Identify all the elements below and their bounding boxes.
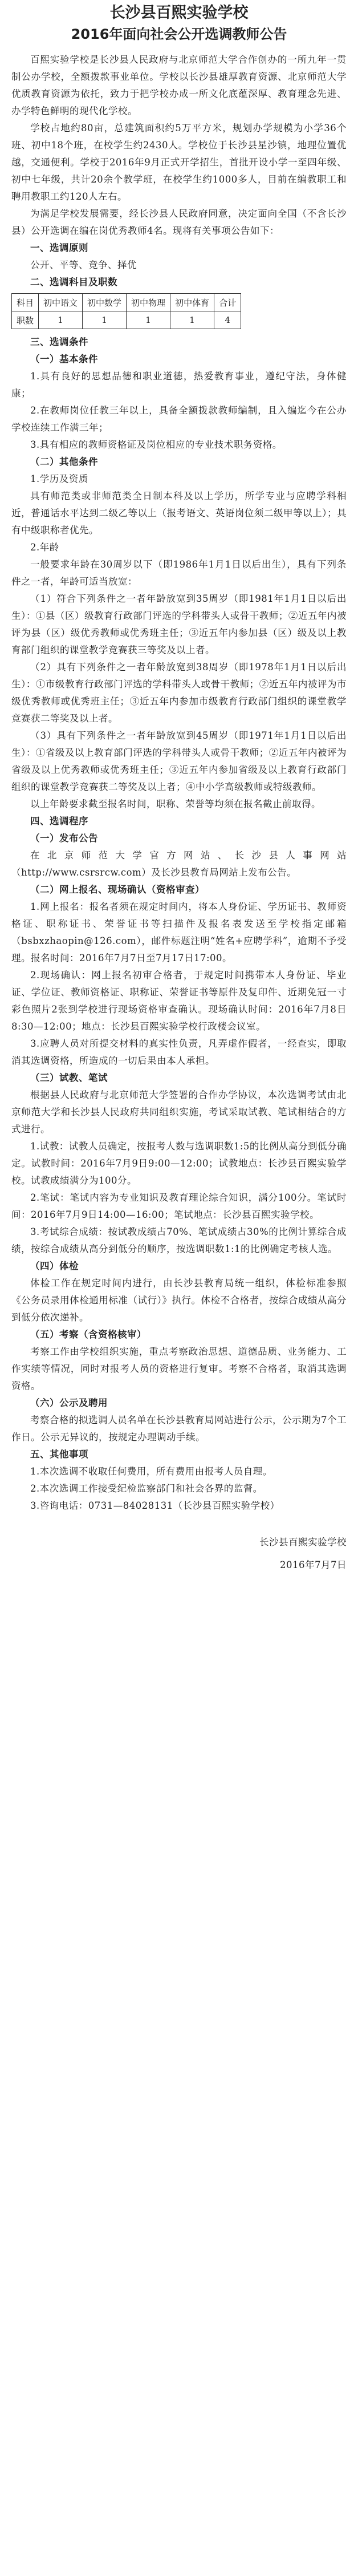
procedure-text: 考察工作由学校组织实施，重点考察政治思想、道德品质、业务能力、工作实绩等情况，同时对报考人员的资格进行复审。考察不合格者，取消其选调资格。: [11, 1346, 347, 1391]
table-cell: 科目: [12, 294, 39, 311]
procedure-text: 1.网上报名：报名者须在规定时间内，将本人身份证、学历证书、教师资格证、职称证书、荣誉证书等扫描件及报名表发送至学校指定邮箱（bsbxzhaopin@126.com），邮件标题注明“姓名+应聘学科”，逾期不予受理。报名时间：2016年7月7日至7月17日17:00。: [11, 901, 347, 963]
section-heading: 三、选调条件: [30, 337, 88, 347]
condition-subheading: 2.年龄: [30, 542, 59, 553]
table-cell: 初中数学: [83, 294, 127, 311]
procedure-text: 考察合格的拟选调人员名单在长沙县教育局网站进行公示，公示期为7个工作日。公示无异议的，按规定办理调动手续。: [11, 1415, 347, 1443]
procedure-text: 2.笔试：笔试内容为专业知识及教育理论综合知识，满分100分。笔试时间：2016年7月9日14:00—16:00；笔试地点：长沙县百熙实验学校。: [11, 1192, 347, 1220]
procedure-text: 在北京师范大学官方网站、长沙县人事网站（http://www.csrsrcw.com）及长沙县教育局网站上发布公告。: [11, 850, 347, 878]
table-cell: 1: [127, 311, 170, 329]
subsection-heading: （一）基本条件: [30, 354, 98, 364]
signature-date: 2016年7月7日: [280, 1560, 347, 1570]
other-item: 3.咨询电话：0731—84028131（长沙县百熙实验学校）: [30, 1500, 280, 1511]
table-row: [12, 311, 241, 329]
table-cell: 职数: [12, 311, 39, 329]
condition-text: 具有师范类或非师范类全日制本科及以上学历，所学专业与应聘学科相近，普通话水平达到二级乙等以上（报考语文、英语岗位须二级甲等以上）；具有中级职称者优先。: [11, 491, 347, 536]
table-cell: 合计: [214, 294, 241, 311]
table-cell: 初中语文: [39, 294, 83, 311]
condition-text: 一般要求年龄在30周岁以下（即1986年1月1日以后出生），具有下列条件之一者，年龄可适当放宽：: [11, 559, 347, 587]
table-header-row: [12, 294, 241, 311]
condition-item: 2.在教师岗位任教三年以上，具备全额拨款教师编制，且入编迄今在公办学校连续工作满三年；: [11, 405, 347, 433]
page-subtitle: 2016年面向社会公开选调教师公告: [71, 26, 287, 42]
procedure-text: 3.应聘人员对所提交材料的真实性负责，凡弄虚作假者，一经查实，即取消其选调资格，所造成的一切后果由本人承担。: [11, 1038, 347, 1066]
procedure-text: 体检工作在规定时间内进行，由长沙县教育局统一组织，体检标准参照《公务员录用体检通用标准（试行）》执行。体检不合格者，按综合成绩从高分到低分依次递补。: [11, 1278, 347, 1323]
intro-paragraph: 学校占地约80亩，总建筑面积约5万平方米，规划办学规模为小学36个班、初中18个班，在校学生约2430人。学校位于长沙县星沙镇，地理位置优越，交通便利。学校于2016年9月正式开学招生，首批开设小学一至四年级、初中七年级，共计20余个教学班，在校学生约1000多人，目前在编教职工和聘用教职工约120人左右。: [11, 123, 347, 202]
table-cell: 初中体育: [170, 294, 214, 311]
subsection-heading: （二）网上报名、现场确认（资格审查）: [30, 884, 205, 895]
section-heading: 五、其他事项: [30, 1449, 88, 1460]
signature-org: 长沙县百熙实验学校: [259, 1537, 347, 1548]
subsection-heading: （三）试教、笔试: [30, 1072, 108, 1083]
procedure-text: 1.试教：试教人员确定，按报考人数与选调职数1:5的比例从高分到低分确定。试教时间：2016年7月9日9:00—12:00；试教地点：长沙县百熙实验学校。试教成绩满分为100分。: [11, 1141, 347, 1186]
principle-text: 公开、平等、竞争、择优: [30, 260, 137, 270]
subsection-heading: （六）公示及聘用: [30, 1398, 108, 1408]
section-heading: 四、选调程序: [30, 816, 88, 827]
table-cell: 初中物理: [127, 294, 170, 311]
subsection-heading: （一）发布公告: [30, 833, 98, 844]
subsection-heading: （四）体检: [30, 1261, 79, 1271]
section-heading: 一、选调原则: [30, 242, 88, 253]
page-title: 长沙县百熙实验学校: [109, 4, 249, 22]
condition-item: 3.具有相应的教师资格证及岗位相应的专业技术职务资格。: [30, 439, 282, 450]
section-heading: 二、选调科目及职数: [30, 277, 117, 287]
table-cell: 1: [170, 311, 214, 329]
table-cell: 1: [39, 311, 83, 329]
age-item: （1）符合下列条件之一者年龄放宽到35周岁（即1981年1月1日以后出生）：①县（区）级教育行政部门评选的学科带头人或骨干教师；②近五年内被评为县（区）级优秀教师或优秀班主任；③近五年内参加县（区）级及以上教育部门组织的课堂教学竞赛获三等奖及以上者。: [11, 593, 347, 655]
age-item: （2）具有下列条件之一者年龄放宽到38周岁（即1978年1月1日以后出生）：①市级教育行政部门评选的学科带头人或骨干教师；②近五年内被评为市级优秀教师或优秀班主任；③近五年内参加市级教育行政部门组织的课堂教学竞赛获二等奖及以上者。: [11, 662, 347, 724]
intro-paragraph: 百熙实验学校是长沙县人民政府与北京师范大学合作创办的一所九年一贯制公办学校，全额拨款事业单位。学校以长沙县雄厚教育资源、北京师范大学优质教育资源为依托，致力于把学校办成一所文化底蕴深厚、教育理念先进、办学特色鲜明的现代化学校。: [11, 54, 347, 116]
age-item: （3）具有下列条件之一者年龄放宽到45周岁（即1971年1月1日以后出生）：①省级及以上教育部门评选的学科带头人或骨干教师；②近五年内被评为省级及以上优秀教师或优秀班主任；③近五年内参加省级及以上教育行政部门组织的课堂教学竞赛获二等奖及以上者；④中小学高级教师或特级教师。: [11, 730, 347, 792]
other-item: 2.本次选调工作接受纪检监察部门和社会各界的监督。: [30, 1483, 263, 1494]
condition-subheading: 1.学历及资质: [30, 473, 88, 484]
subsection-heading: （二）其他条件: [30, 456, 98, 467]
intro-paragraph: 为满足学校发展需要，经长沙县人民政府同意，决定面向全国（不含长沙县）公开选调在编在岗优秀教师4名。现将有关事项公告如下：: [11, 208, 347, 236]
condition-item: 1.具有良好的思想品德和职业道德，热爱教育事业，遵纪守法，身体健康；: [11, 371, 347, 399]
age-note: 以上年龄要求截至报名时间，职称、荣誉等均须在报名截止前取得。: [30, 799, 321, 809]
title-block: [11, 0, 347, 43]
subsection-heading: （五）考察（含资格核审）: [30, 1329, 147, 1340]
table-cell: 1: [83, 311, 127, 329]
table-cell: 4: [214, 311, 241, 329]
procedure-text: 3.考试综合成绩：按试教成绩占70%、笔试成绩占30%的比例计算综合成绩，按综合成绩从高分到低分的顺序，按选调职数1:1的比例确定考核人选。: [11, 1226, 347, 1254]
position-table: [11, 293, 241, 329]
other-item: 1.本次选调不收取任何费用，所有费用由报考人员自理。: [30, 1466, 272, 1477]
procedure-text: 2.现场确认：网上报名初审合格者，于规定时间携带本人身份证、毕业证、学位证、教师资格证、职称证、荣誉证书等原件及复印件、近期免冠一寸彩色照片2张到学校进行现场资格审查确认。现场确认时间：2016年7月8日8:30—12:00；地点：长沙县百熙实验学校行政楼会议室。: [11, 970, 347, 1032]
procedure-text: 根据县人民政府与北京师范大学签署的合作办学协议，本次选调考试由北京师范大学和长沙县人民政府共同组织实施，考试采取试教、笔试相结合的方式进行。: [11, 1089, 347, 1135]
